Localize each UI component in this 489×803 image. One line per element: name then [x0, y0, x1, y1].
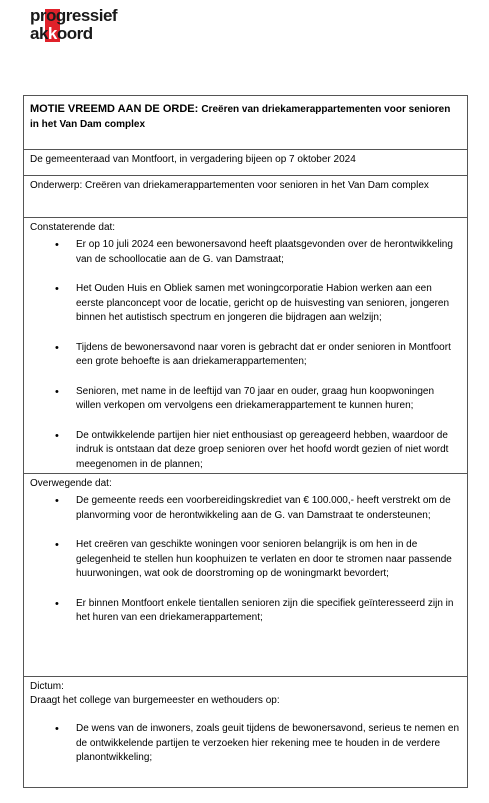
motion-title: MOTIE VREEMD AAN DE ORDE: Creëren van driekamerappartementen voor senioren in het Van Dam complex — [24, 96, 467, 150]
list-item: • Er binnen Montfoort enkele tientallen senioren zijn die specifiek geïnteresseerd zijn in het huren van een driekamerappartement; — [76, 597, 461, 626]
overwegende-heading: Overwegende dat: — [30, 478, 112, 489]
dictum-intro: Draagt het college van burgemeester en wethouders op: — [30, 695, 280, 706]
dictum-section — [24, 677, 467, 788]
council-line: De gemeenteraad van Montfoort, in vergadering bijeen op 7 oktober 2024 — [24, 150, 467, 176]
overwegende-section — [24, 474, 467, 677]
list-item: • Het Ouden Huis en Obliek samen met woningcorporatie Habion werken aan een eerste planconcept voor de locatie, gericht op de huisvesting van senioren, jongeren binnen het autistisch spectrum en jongeren die bijdragen aan welzijn; — [76, 282, 461, 326]
list-item: • Het creëren van geschikte woningen voor senioren belangrijk is om hen in de gelegenheid te stellen hun koophuizen te verlaten en door te stromen naar passende huurwoningen, wat ook de doorstroming op de woningmarkt bevordert; — [76, 538, 461, 582]
list-item: • Senioren, met name in de leeftijd van 70 jaar en ouder, graag hun koopwoningen willen verkopen om vervolgens een driekamerappartement te kunnen huren; — [76, 385, 461, 414]
constaterende-heading: Constaterende dat: — [30, 222, 116, 233]
list-item: • Er op 10 juli 2024 een bewonersavond heeft plaatsgevonden over de herontwikkeling van de schoollocatie aan de G. van Damstraat; — [76, 238, 461, 267]
motion-table — [23, 95, 468, 788]
list-item: • De ontwikkelende partijen hier niet enthousiast op gereageerd hebben, waardoor de indruk is ontstaan dat deze groep senioren over het hoofd wordt gezien of niet wordt meegenomen in de plannen; — [76, 429, 461, 473]
list-item: • De gemeente reeds een voorbereidingskrediet van € 100.000,- heeft verstrekt om de planvorming voor de herontwikkeling aan de G. van Damstraat te ondersteunen; — [76, 494, 461, 523]
dictum-list — [30, 722, 461, 766]
list-item: • De wens van de inwoners, zoals geuit tijdens de bewonersavond, serieus te nemen en de ontwikkelende partijen te verzoeken hier rekening mee te houden in de verdere planontwikkeling; — [76, 722, 461, 766]
dictum-heading: Dictum: — [30, 681, 64, 692]
list-item: • Tijdens de bewonersavond naar voren is gebracht dat er onder senioren in Montfoort een grote behoefte is aan driekamerappartementen; — [76, 341, 461, 370]
overwegende-list — [30, 494, 461, 626]
progressief-akkoord-logo: progressief akkoord — [30, 6, 118, 43]
constaterende-list — [30, 238, 461, 472]
subject-line: Onderwerp: Creëren van driekamerappartementen voor senioren in het Van Dam complex — [24, 176, 467, 218]
constaterende-section — [24, 218, 467, 474]
